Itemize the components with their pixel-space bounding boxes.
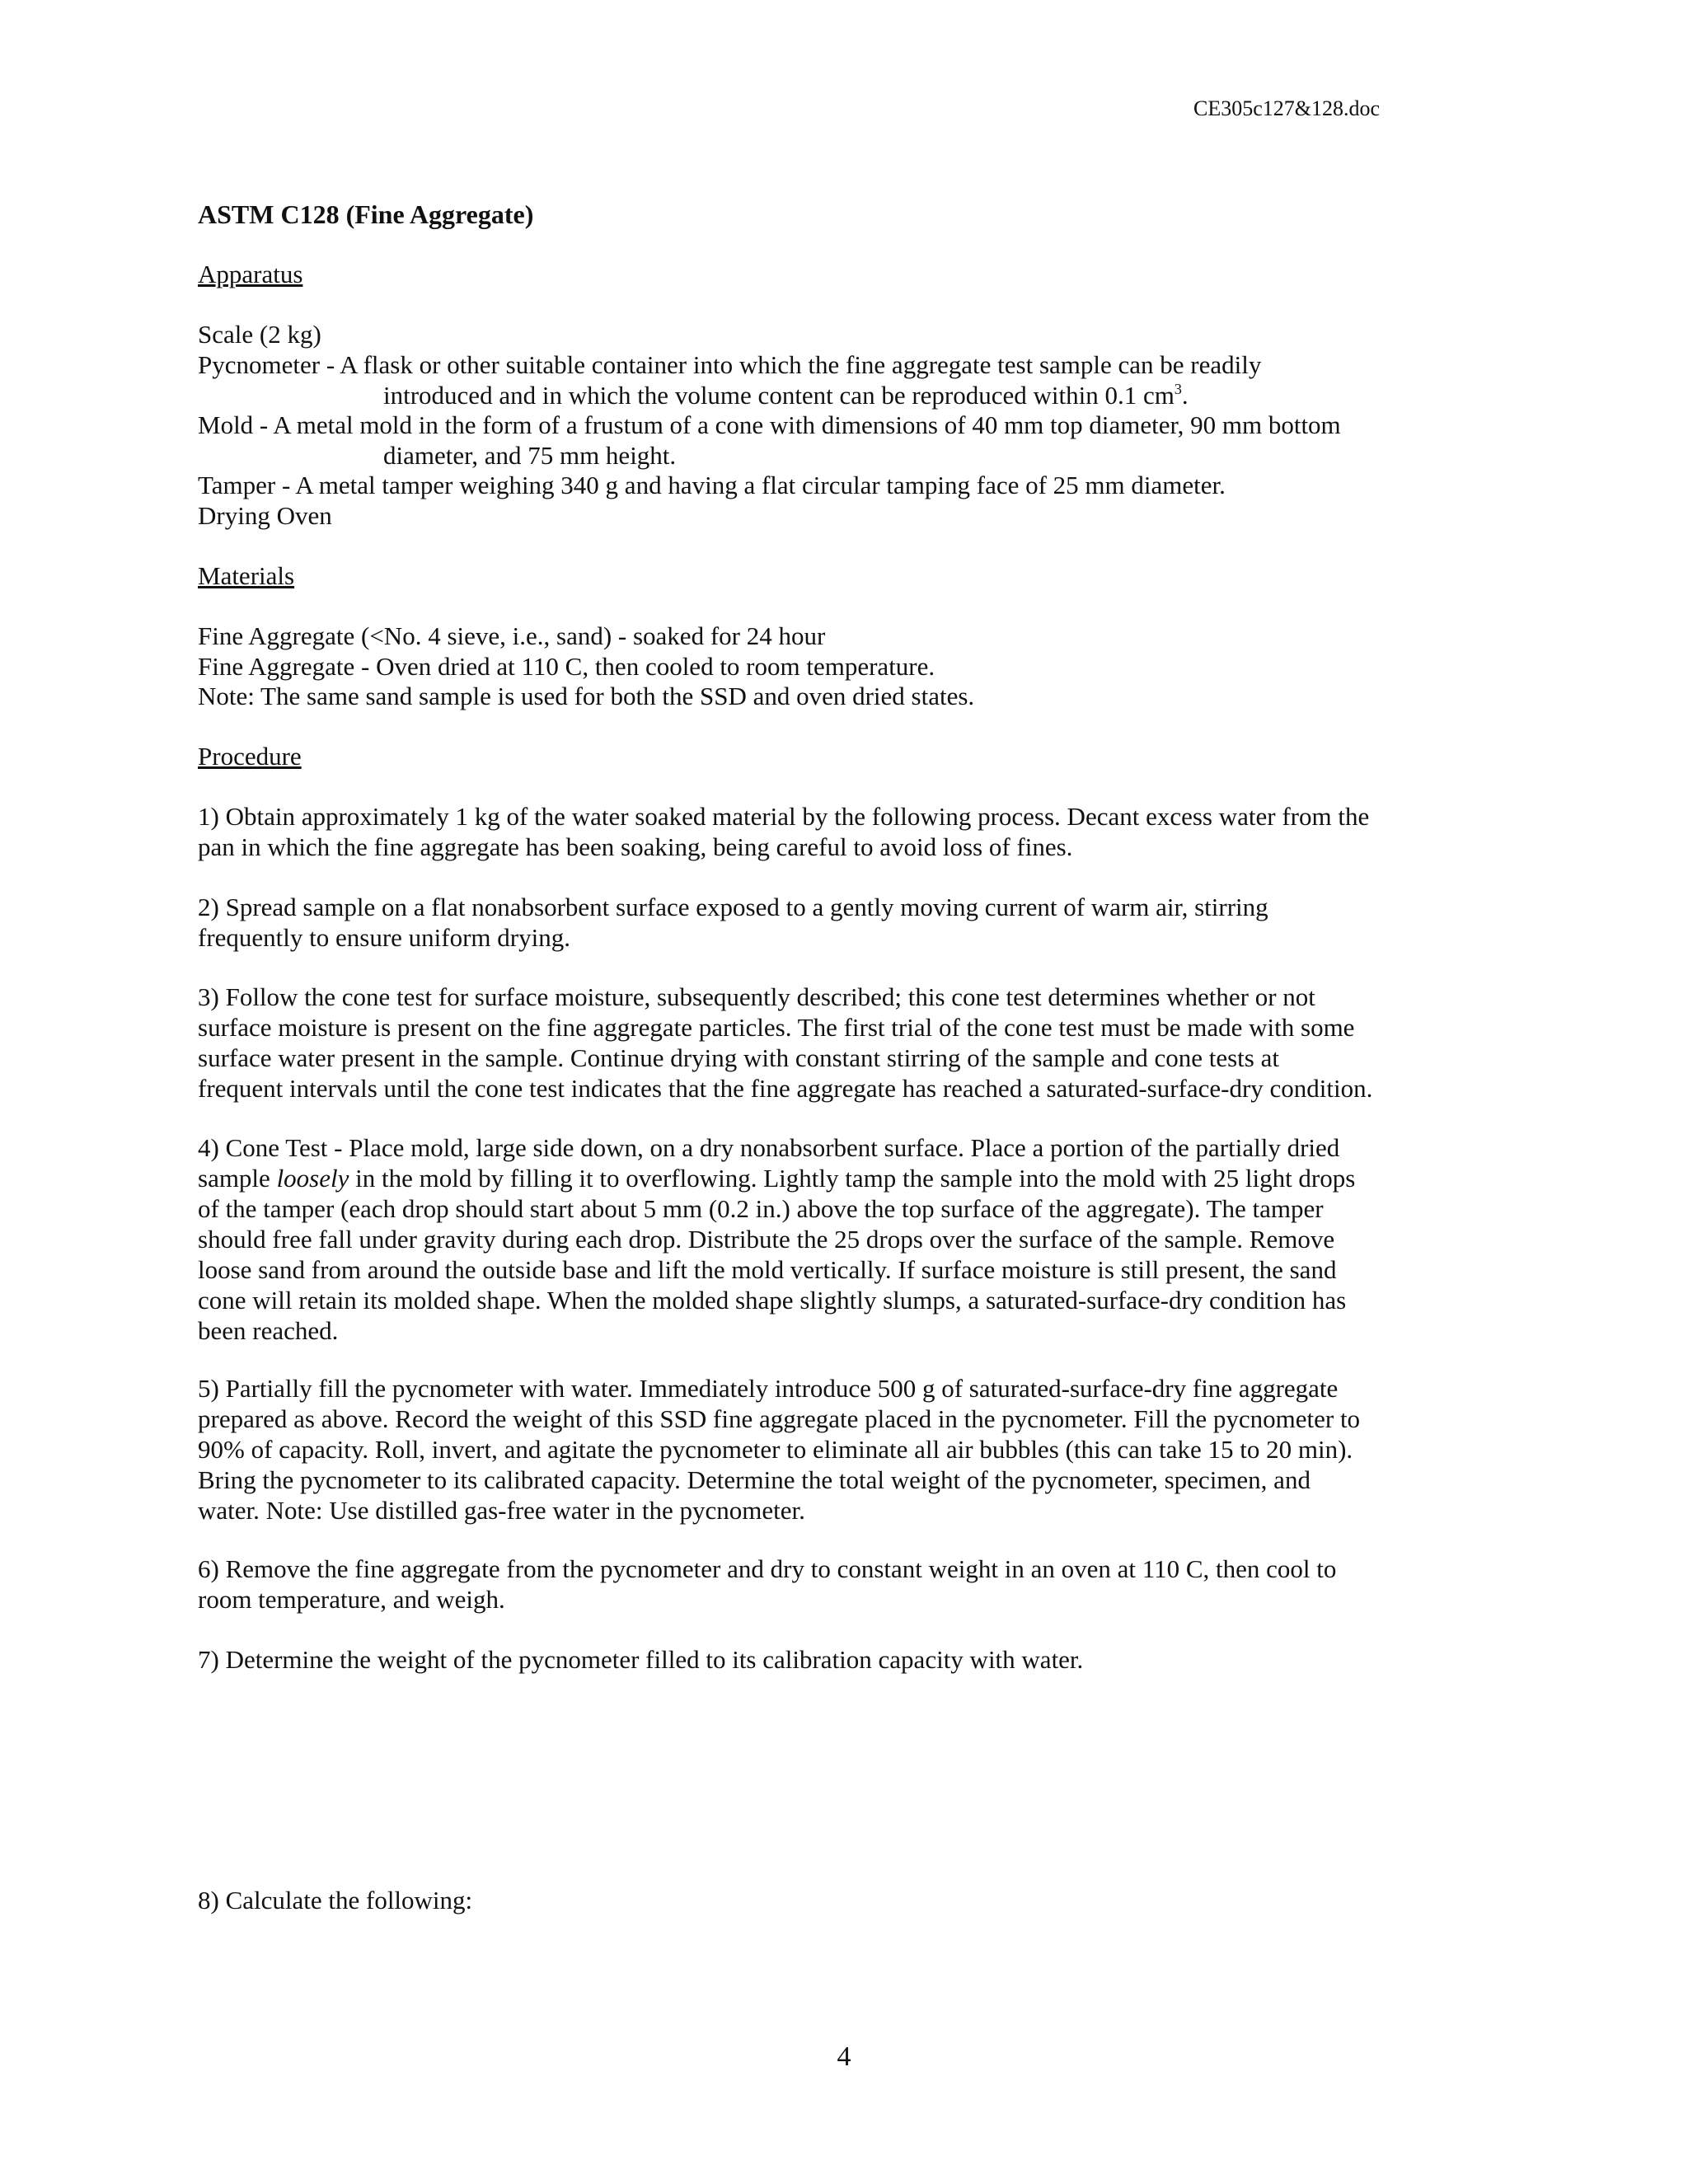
- header-filename: CE305c127&128.doc: [1193, 96, 1381, 120]
- step-line: 3) Follow the cone test for surface moisture, subsequently described; this cone test determines whether or not: [198, 982, 1315, 1011]
- step-line: 5) Partially fill the pycnometer with water. Immediately introduce 500 g of saturated-surface-dry fine aggregate: [198, 1374, 1339, 1403]
- apparatus-pycnometer-cont-text: introduced and in which the volume content can be reproduced within 0.1 cm: [383, 381, 1175, 410]
- apparatus-pycnometer-cont: [383, 380, 1189, 410]
- procedure-step-6: [198, 1554, 1492, 1615]
- page-title: ASTM C128 (Fine Aggregate): [198, 199, 534, 229]
- procedure-step-2: [198, 892, 1492, 953]
- step-line: surface moisture is present on the fine aggregate particles. The first trial of the cone test must be made with some: [198, 1013, 1355, 1042]
- materials-line: Fine Aggregate - Oven dried at 110 C, then cooled to room temperature.: [198, 652, 935, 681]
- apparatus-mold: Mold - A metal mold in the form of a frustum of a cone with dimensions of 40 mm top diameter, 90 mm bottom: [198, 410, 1341, 439]
- page-number: 4: [837, 2041, 851, 2072]
- apparatus-heading: Apparatus: [198, 260, 303, 288]
- step-line: of the tamper (each drop should start about 5 mm (0.2 in.) above the top surface of the aggregate). The tamper: [198, 1194, 1324, 1223]
- step-line: 1) Obtain approximately 1 kg of the water soaked material by the following process. Decant excess water from the: [198, 802, 1370, 831]
- step-line: room temperature, and weigh.: [198, 1585, 505, 1614]
- step-line: water. Note: Use distilled gas-free water in the pycnometer.: [198, 1496, 805, 1525]
- apparatus-tamper: Tamper - A metal tamper weighing 340 g and having a flat circular tamping face of 25 mm diameter.: [198, 471, 1226, 499]
- step-line: frequently to ensure uniform drying.: [198, 923, 570, 952]
- step-line: pan in which the fine aggregate has been soaking, being careful to avoid loss of fines.: [198, 832, 1073, 861]
- step-line: 2) Spread sample on a flat nonabsorbent surface exposed to a gently moving current of warm air, stirring: [198, 893, 1268, 921]
- procedure-step-8: 8) Calculate the following:: [198, 1886, 473, 1915]
- procedure-step-7: 7) Determine the weight of the pycnometer filled to its calibration capacity with water.: [198, 1645, 1084, 1674]
- step-line: 6) Remove the fine aggregate from the pycnometer and dry to constant weight in an oven at 110 C, then cool to: [198, 1554, 1337, 1583]
- emphasis-loosely: loosely: [276, 1164, 349, 1193]
- step-line: 4) Cone Test - Place mold, large side down, on a dry nonabsorbent surface. Place a portion of the partially dried: [198, 1133, 1340, 1162]
- step-line: been reached.: [198, 1316, 339, 1345]
- step-line: [198, 1163, 1492, 1193]
- materials-note: Note: The same sand sample is used for both the SSD and oven dried states.: [198, 682, 975, 710]
- step-line: surface water present in the sample. Continue drying with constant stirring of the sample and cone tests at: [198, 1043, 1279, 1072]
- step-line: 90% of capacity. Roll, invert, and agitate the pycnometer to eliminate all air bubbles (this can take 15 to 20 min).: [198, 1435, 1353, 1464]
- apparatus-pycnometer-period: .: [1181, 381, 1189, 410]
- step-line: should free fall under gravity during each drop. Distribute the 25 drops over the surface of the sample. Remove: [198, 1225, 1335, 1254]
- apparatus-scale: Scale (2 kg): [198, 320, 321, 349]
- step-line: prepared as above. Record the weight of this SSD fine aggregate placed in the pycnometer. Fill the pycnometer to: [198, 1404, 1361, 1433]
- procedure-heading: Procedure: [198, 742, 302, 771]
- procedure-step-1: [198, 801, 1492, 862]
- materials-heading: Materials: [198, 561, 295, 590]
- procedure-step-3: [198, 982, 1492, 1104]
- materials-line: Fine Aggregate (<No. 4 sieve, i.e., sand) - soaked for 24 hour: [198, 621, 826, 650]
- step-line: loose sand from around the outside base and lift the mold vertically. If surface moisture is still present, the sand: [198, 1255, 1337, 1284]
- apparatus-pycnometer: Pycnometer - A flask or other suitable container into which the fine aggregate test sample can be readily: [198, 350, 1262, 379]
- step-text: in the mold by filling it to overflowing. Lightly tamp the sample into the mold with 25 light drops: [349, 1164, 1356, 1193]
- step-line: frequent intervals until the cone test indicates that the fine aggregate has reached a saturated-surface-dry condition.: [198, 1074, 1373, 1103]
- step-text: sample: [198, 1164, 277, 1193]
- apparatus-mold-cont: diameter, and 75 mm height.: [383, 441, 677, 470]
- apparatus-drying-oven: Drying Oven: [198, 501, 332, 530]
- procedure-step-4: [198, 1132, 1492, 1346]
- step-line: cone will retain its molded shape. When the molded shape slightly slumps, a saturated-surface-dry condition has: [198, 1286, 1347, 1315]
- step-line: Bring the pycnometer to its calibrated capacity. Determine the total weight of the pycnometer, specimen, and: [198, 1465, 1311, 1494]
- superscript-3: 3: [1174, 381, 1182, 397]
- procedure-step-5: [198, 1373, 1492, 1526]
